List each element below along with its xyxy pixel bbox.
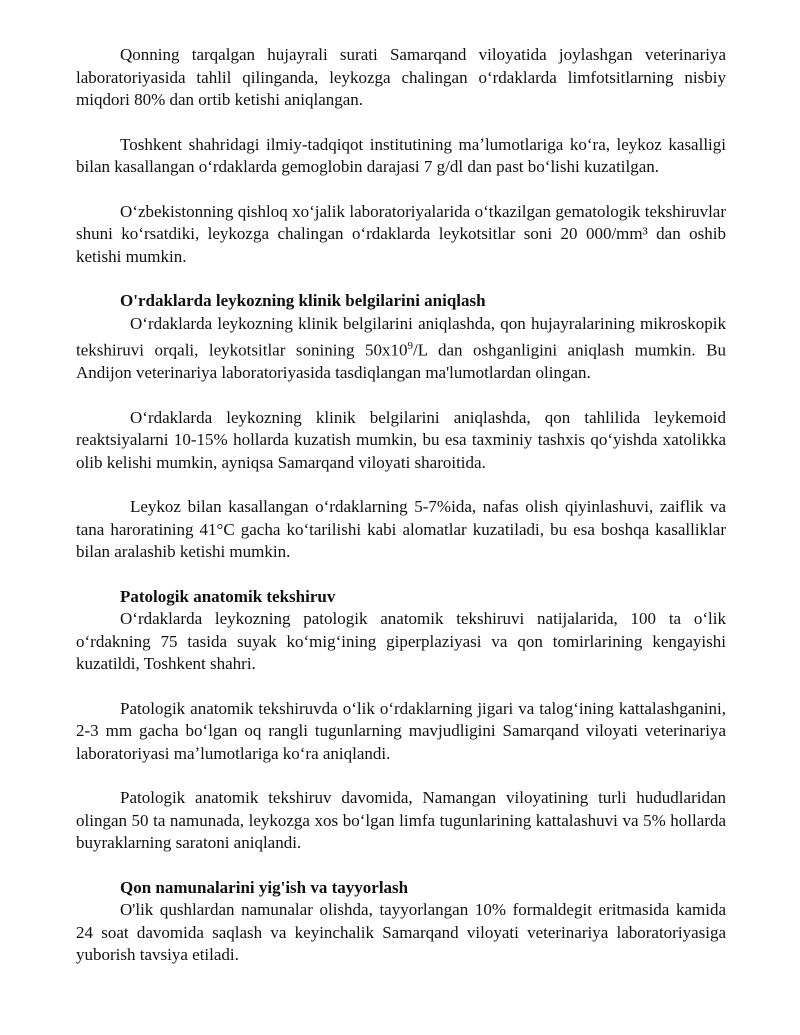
superscript-exponent: 9 <box>407 340 413 352</box>
paragraph-clinical-1-text-b: /L dan oshganligini aniqlash mumkin. Bu Andijon veterinariya laboratoriyasida tasdiqlangan ma'lumotlardan olingan. <box>76 340 726 383</box>
section-heading-clinical-signs: O'rdaklarda leykozning klinik belgilarini aniqlash <box>120 291 486 310</box>
paragraph-pathology-1: Oʻrdaklarda leykozning patologik anatomik tekshiruvi natijalarida, 100 ta oʻlik oʻrdakning 75 tasida suyak koʻmigʻining giperplaziyasi va qon tomirlarining kengayishi kuzatildi, Toshkent shahri. <box>76 609 726 674</box>
paragraph-intro-3: Oʻzbekistonning qishloq xoʻjalik laboratoriyalarida oʻtkazilgan gematologik tekshiruvlar shuni koʻrsatdiki, leykozga chalingan oʻrdaklarda leykotsitlar soni 20 000/mm³ dan oshib ketishi mumkin. <box>76 201 726 266</box>
paragraph-clinical-1 <box>76 313 726 385</box>
paragraph-samples-1: O'lik qushlardan namunalar olishda, tayyorlangan 10% formaldegit eritmasida kamida 24 soat davomida saqlash va keyinchalik Samarqand viloyati veterinariya laboratoriyasiga yuborish tavsiya etiladi. <box>76 900 726 965</box>
paragraph-pathology-3: Patologik anatomik tekshiruv davomida, Namangan viloyatining turli hududlaridan olingan 50 ta namunada, leykozga xos boʻlgan limfa tugunlarining kattalashuvi va 5% hollarda buyraklarning saratoni aniqlandi. <box>76 788 726 853</box>
section-heading-pathology: Patologik anatomik tekshiruv <box>120 586 336 606</box>
paragraph-clinical-3: Leykoz bilan kasallangan oʻrdaklarning 5-7%ida, nafas olish qiyinlashuvi, zaiflik va tana haroratining 41°C gacha koʻtarilishi kabi alomatlar kuzatiladi, bu esa boshqa kasalliklar bilan aralashib ketishi mumkin. <box>76 497 726 562</box>
paragraph-clinical-1-text-a: Oʻrdaklarda leykozning klinik belgilarini aniqlashda, qon hujayralarining mikroskopik tekshiruvi orqali, leykotsitlar sonining 50x10 <box>76 313 726 360</box>
paragraph-intro-2: Toshkent shahridagi ilmiy-tadqiqot institutining maʼlumotlariga koʻra, leykoz kasalligi bilan kasallangan oʻrdaklarda gemoglobin darajasi 7 g/dl dan past boʻlishi kuzatilgan. <box>76 134 726 176</box>
section-heading-blood-samples: Qon namunalarini yig'ish va tayyorlash <box>120 877 409 897</box>
paragraph-pathology-2: Patologik anatomik tekshiruvda oʻlik oʻrdaklarning jigari va talogʻining kattalashganini, 2-3 mm gacha boʻlgan oq rangli tugunlarning mavjudligini Samarqand viloyati veterinariya laboratoriyasi maʼlumotlariga koʻra aniqlandi. <box>76 698 726 763</box>
paragraph-intro-1: Qonning tarqalgan hujayrali surati Samarqand viloyatida joylashgan veterinariya laboratoriyasida tahlil qilinganda, leykozga chalingan oʻrdaklarda limfotsitlarning nisbiy miqdori 80% dan ortib ketishi aniqlangan. <box>76 45 726 109</box>
paragraph-clinical-2: Oʻrdaklarda leykozning klinik belgilarini aniqlashda, qon tahlilida leykemoid reaktsiyalarni 10-15% hollarda kuzatish mumkin, bu esa taxminiy tashxis qoʻyishda xatolikka olib kelishi mumkin, ayniqsa Samarqand viloyati sharoitida. <box>76 407 726 472</box>
